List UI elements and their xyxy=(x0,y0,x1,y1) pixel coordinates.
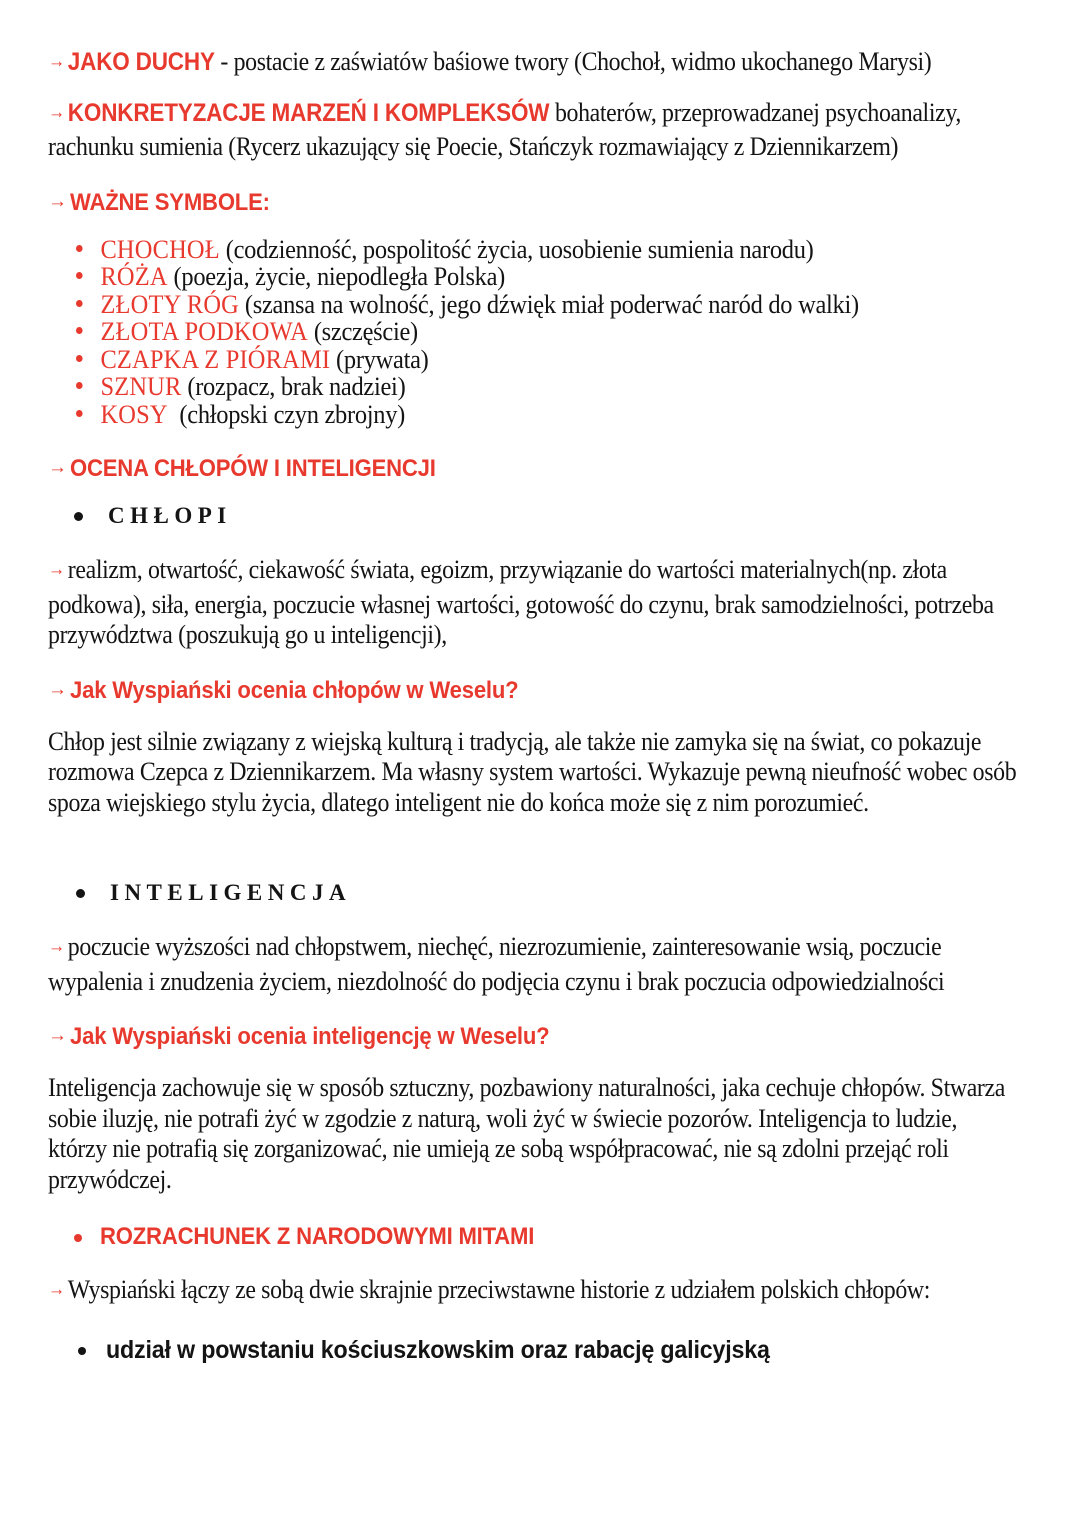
arrow-icon: → xyxy=(48,190,66,212)
jako-duchy-separator: - xyxy=(220,46,228,76)
bullet-icon xyxy=(74,512,83,521)
konkretyzacje-text: bohaterów, przeprowadzanej psychoanalizy, rachunku sumienia (Rycerz ukazujący się Poecie, Stańczyk rozmawiający z Dziennikarzem) xyxy=(48,96,961,161)
chlopi-question: Jak Wyspiański ocenia chłopów w Weselu? xyxy=(70,676,519,704)
arrow-icon: → xyxy=(48,1025,66,1046)
symbol-name: ZŁOTA PODKOWA xyxy=(100,317,308,346)
arrow-icon: → xyxy=(48,457,66,478)
note-content xyxy=(48,46,1020,1365)
symbol-desc: (szansa na wolność, jego dźwięk miał poderwać naród do walki) xyxy=(244,289,859,319)
jako-duchy-text: postacie z zaświatów baśiowe twory (Chochoł, widmo ukochanego Marysi) xyxy=(233,46,932,76)
chlopi-answer: Chłop jest silnie związany z wiejską kulturą i tradycją, ale także nie zamyka się na świat, co pokazuje rozmowa Czepca z Dziennikarzem. Ma własny system wartości. Wykazuje pewną nieufność wobec osób spoza wiejskiego stylu życia, dlatego inteligent nie do końca może się z nim porozumieć. xyxy=(48,725,1017,817)
section-gap xyxy=(48,817,1020,879)
konkretyzacje-heading: KONKRETYZACJE MARZEŃ I KOMPLEKSÓW xyxy=(67,98,550,127)
section-jako-duchy xyxy=(48,46,1020,81)
chlopi-traits-text: realizm, otwartość, ciekawość świata, egoizm, przywiązanie do wartości materialnych(np. złota podkowa), siła, energia, poczucie własnej wartości, gotowość do czynu, brak samodzielności, potrzeba przywództwa (poszukują go u inteligencji), xyxy=(48,554,994,649)
bullet-icon xyxy=(76,272,83,279)
rozrachunek-heading: ROZRACHUNEK Z NARODOWYMI MITAMI xyxy=(100,1223,535,1250)
arrow-icon: → xyxy=(48,559,65,580)
inteligencja-answer: Inteligencja zachowuje się w sposób sztuczny, pozbawiony naturalności, jaka cechuje chłopów. Stwarza sobie iluzję, nie potrafi żyć w zgodzie z naturą, woli żyć w świecie pozorów. Inteligencja to ludzie, którzy nie potrafią się zorganizować, nie umieją ze sobą współpracować, nie są zdolni przejąć roli przywódczej. xyxy=(48,1072,1005,1194)
bullet-icon xyxy=(76,410,83,417)
symbol-desc: (prywata) xyxy=(336,344,429,374)
bullet-icon xyxy=(76,889,85,898)
bullet-icon xyxy=(76,245,83,252)
wazne-symbole-heading: WAŻNE SYMBOLE: xyxy=(70,188,270,216)
arrow-icon: → xyxy=(48,101,65,123)
list-item xyxy=(76,263,1041,291)
subhead-inteligencja xyxy=(48,879,1020,907)
list-item xyxy=(76,291,1041,319)
arrow-icon: → xyxy=(48,936,65,957)
bullet-icon xyxy=(76,382,83,389)
symbol-desc: (poezja, życie, niepodległa Polska) xyxy=(173,262,506,291)
chlopi-traits-block xyxy=(48,554,1020,650)
inteligencja-traits-block xyxy=(48,931,1020,996)
symbol-name: KOSY xyxy=(100,399,168,429)
symbol-name: SZNUR xyxy=(100,372,182,401)
list-item xyxy=(76,373,1041,401)
arrow-icon: → xyxy=(48,1279,65,1300)
inteligencja-traits-text: poczucie wyższości nad chłopstwem, niechęć, niezrozumienie, zainteresowanie wsią, poczucie wypalenia i znudzenia życiem, niezdolność do podjęcia czynu i brak poczucia odpowiedzialności xyxy=(48,931,945,996)
symbol-name: CZAPKA Z PIÓRAMI xyxy=(100,344,331,374)
jako-duchy-line xyxy=(48,46,1019,81)
arrow-icon: → xyxy=(48,678,66,700)
list-item xyxy=(76,236,1041,264)
chlopi-label: CHŁOPI xyxy=(108,503,232,528)
bullet-icon xyxy=(76,355,83,362)
symbol-desc: (szczęście) xyxy=(313,317,418,346)
list-item xyxy=(76,346,1041,374)
bullet-icon xyxy=(76,327,83,334)
subhead-chlopi xyxy=(48,502,1020,530)
symbol-desc: (rozpacz, brak nadziei) xyxy=(187,372,406,401)
symbol-list xyxy=(48,236,1020,429)
rozrachunek-intro-text: Wyspiański łączy ze sobą dwie skrajnie przeciwstawne historie z udziałem polskich chłopów: xyxy=(67,1274,931,1304)
section-konkretyzacje xyxy=(48,97,1020,162)
section-wazne-symbole-heading xyxy=(48,188,1020,218)
symbol-name: ZŁOTY RÓG xyxy=(100,289,240,319)
symbol-name: CHOCHOŁ xyxy=(100,234,220,264)
rozrachunek-item-text: udział w powstaniu kościuszkowskim oraz rabację galicyjską xyxy=(106,1335,770,1364)
symbol-name: RÓŻA xyxy=(100,262,168,291)
inteligencja-question: Jak Wyspiański ocenia inteligencję w Weselu? xyxy=(70,1023,550,1050)
bullet-icon xyxy=(76,300,83,307)
section-ocena-heading xyxy=(48,454,1020,484)
rozrachunek-heading-block xyxy=(48,1222,1020,1252)
inteligencja-question-block xyxy=(48,1022,1020,1052)
chlopi-traits xyxy=(48,554,1019,650)
chlopi-question-block xyxy=(48,676,1020,706)
list-item xyxy=(76,318,1041,346)
rozrachunek-intro-block xyxy=(48,1274,1020,1309)
inteligencja-label: INTELIGENCJA xyxy=(110,880,352,905)
ocena-heading: OCENA CHŁOPÓW I INTELIGENCJI xyxy=(70,455,436,482)
list-item xyxy=(76,401,1041,429)
arrow-icon: → xyxy=(48,51,65,72)
bullet-icon xyxy=(74,1234,82,1242)
symbol-desc: (chłopski czyn zbrojny) xyxy=(179,399,406,429)
inteligencja-traits xyxy=(48,931,1019,996)
rozrachunek-item xyxy=(48,1335,1020,1365)
rozrachunek-intro xyxy=(48,1274,1019,1309)
konkretyzacje-line xyxy=(48,97,1019,162)
jako-duchy-heading: JAKO DUCHY xyxy=(67,48,215,76)
symbol-desc: (codzienność, pospolitość życia, uosobienie sumienia narodu) xyxy=(225,234,814,264)
bullet-icon xyxy=(78,1347,86,1355)
